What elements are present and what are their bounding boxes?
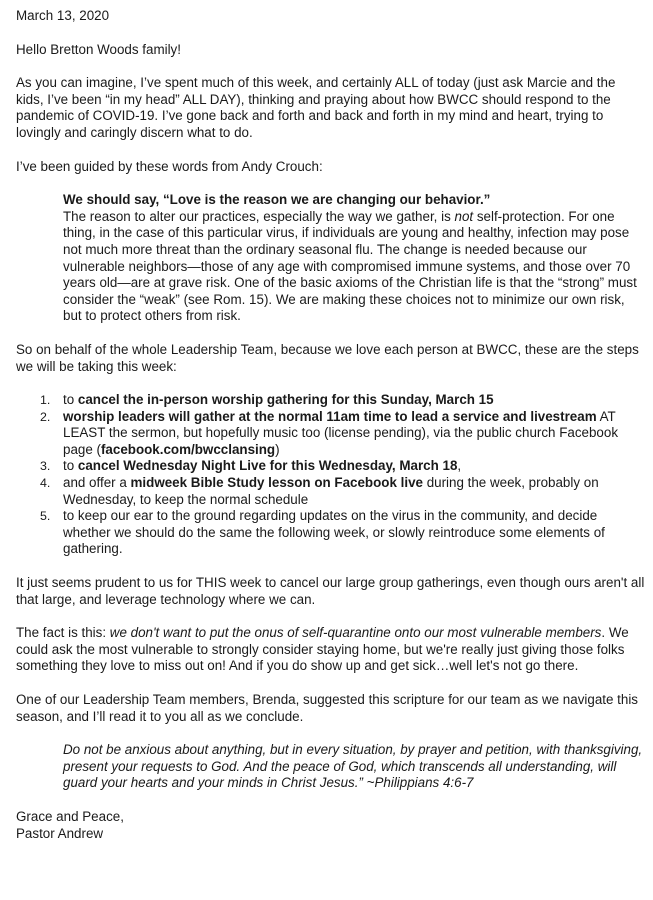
step-number: 1. (40, 393, 51, 408)
quote-body-after: self-protection. For one thing, in the case of this particular virus, if individuals are young and healthy, infection may pose not much more threat than the ordinary seasonal flu. The change is needed because our vulnerable neighbors—those of any age with compromised immune systems, and those over 70 years old—are at grave risk. One of the basic axioms of the Christian life is that the “strong” must consider the “weak” (see Rom. 15). We are making these choices not to minimize our own risk, but to protect others from risk. (63, 208, 637, 324)
letter-date: March 13, 2020 (16, 8, 110, 23)
quote-body-before: The reason to alter our practices, especially the way we gather, is (63, 208, 455, 224)
step-lead: to keep our ear to the ground regarding updates on the virus in the community, and decide whether we should do the same the following week, or slowly reintroduce some elements of gathering. (63, 508, 605, 557)
steps-intro: So on behalf of the whole Leadership Team, because we love each person at BWCC, these are the steps we will be taking this week: (16, 341, 639, 374)
step-number: 5. (40, 509, 51, 524)
step-lead: and offer a (63, 475, 131, 491)
signature: Pastor Andrew (16, 825, 104, 841)
step-rest: during the week, probably on Wednesday, to keep the normal schedule (63, 475, 599, 507)
fact-lead: The fact is this: (16, 625, 110, 641)
guided-paragraph: I’ve been guided by these words from Andy Crouch: (16, 158, 323, 174)
step-bold: midweek Bible Study lesson on Facebook live (130, 475, 423, 491)
step-bold: worship leaders will gather at the normal 11am time to lead a service and livestream (63, 408, 597, 424)
scripture-quote: Do not be anxious about anything, but in every situation, by prayer and petition, with thanksgiving, present your requests to God. And the peace of God, which transcends all understanding, will guard your hearts and your minds in Christ Jesus.” ~Philippians 4:6-7 (63, 742, 643, 791)
step-rest: AT LEAST the sermon, but hopefully music too (license pending), via the public church Facebook page ( (63, 408, 619, 457)
step-number: 2. (40, 409, 51, 424)
crouch-quote (63, 192, 645, 325)
quote-title: We should say, “Love is the reason we are changing our behavior.” (63, 192, 491, 208)
step-item (16, 392, 646, 409)
step-end: ) (275, 441, 280, 457)
facebook-url: facebook.com/bwcclansing (100, 441, 276, 457)
step-item (16, 508, 646, 558)
brenda-paragraph: One of our Leadership Team members, Brenda, suggested this scripture for our team as we navigate this season, and I’ll read it to you all as we conclude. (16, 692, 638, 724)
intro-paragraph: As you can imagine, I’ve spent much of this week, and certainly ALL of today (just ask Marcie and the kids, I’ve been “in my head” ALL DAY), thinking and praying about how BWCC should respond to the pandemic of COVID-19. I’ve gone back and forth and back and forth in my mind and heart, trying to lovingly and caringly discern what to do. (16, 75, 616, 140)
quote-body (63, 209, 645, 325)
letter-greeting: Hello Bretton Woods family! (16, 41, 181, 57)
step-rest: , (457, 458, 462, 474)
fact-paragraph (16, 625, 646, 675)
closing: Grace and Peace, (16, 808, 124, 824)
step-lead: to (63, 458, 78, 474)
letter-page (16, 8, 646, 842)
fact-rest: . We could ask the most vulnerable to strongly consider staying home, but we're really just giving those folks something they love to miss out on! And if you do show up and get sick…well let's not go there. (16, 625, 629, 674)
step-number: 3. (40, 459, 51, 474)
step-bold: cancel the in-person worship gathering for this Sunday, March 15 (77, 392, 494, 408)
prudent-paragraph: It just seems prudent to us for THIS week to cancel our large group gatherings, even though ours aren't all that large, and leverage technology where we can. (16, 575, 645, 607)
step-item (16, 409, 646, 459)
quote-body-emphasis: not (454, 208, 474, 224)
step-lead: to (63, 392, 78, 408)
fact-emphasis: we don't want to put the onus of self-quarantine onto our most vulnerable members (109, 625, 602, 641)
steps-list (16, 392, 646, 558)
step-number: 4. (40, 476, 51, 491)
step-bold: cancel Wednesday Night Live for this Wednesday, March 18 (77, 458, 458, 474)
step-item (16, 475, 646, 508)
step-item (16, 458, 646, 475)
